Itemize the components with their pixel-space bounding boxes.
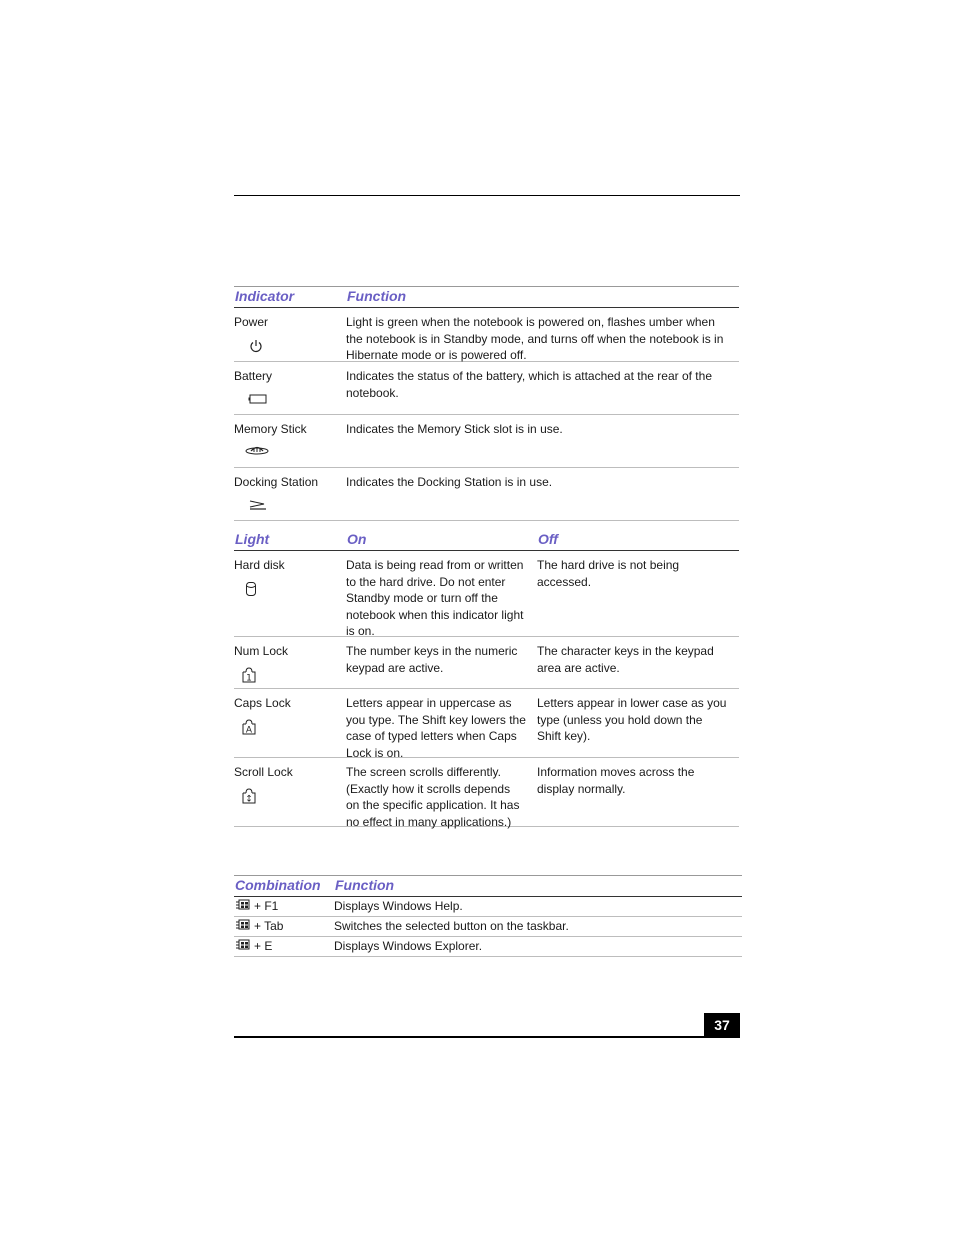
docking-station-icon	[248, 499, 268, 511]
indicator-name: Battery	[234, 369, 273, 383]
table-row	[234, 897, 742, 917]
indicator-name: Docking Station	[234, 475, 319, 489]
table-row	[234, 362, 739, 415]
indicator-function: Indicates the Memory Stick slot is in use.	[346, 422, 563, 436]
caps-lock-icon	[242, 719, 256, 735]
column-header-on: On	[347, 531, 367, 547]
light-off-text: The hard drive is not being accessed.	[537, 558, 680, 589]
light-on-text: Data is being read from or written to the hard drive. Do not enter Standby mode or turn off the notebook when this indicator light is on.	[346, 558, 524, 638]
combination-function: Displays Windows Help.	[334, 899, 463, 913]
indicator-name: Power	[234, 315, 269, 329]
page-number: 37	[704, 1013, 740, 1037]
indicator-function: Light is green when the notebook is powered on, flashes umber when the notebook is in Standby mode, and turns off when the notebook is in Hibernate mode or is powered off.	[346, 315, 724, 362]
indicator-name: Memory Stick	[234, 422, 307, 436]
combination-key-text: + Tab	[254, 919, 284, 933]
svg-text:A: A	[245, 725, 253, 735]
svg-text:1: 1	[246, 673, 252, 683]
power-icon	[249, 338, 263, 354]
memory-stick-icon	[245, 445, 269, 457]
table-row	[234, 551, 739, 637]
column-header-light: Light	[235, 531, 270, 547]
light-on-text: The screen scrolls differently. (Exactly how it scrolls depends on the specific application. It has no effect in many applications.)	[346, 765, 520, 829]
column-header-function: Function	[347, 288, 407, 304]
column-header-function: Function	[335, 877, 395, 893]
light-on-text: Letters appear in uppercase as you type. The Shift key lowers the case of typed letters when Caps Lock is on.	[346, 696, 526, 760]
light-name: Caps Lock	[234, 696, 291, 710]
svg-text:↕: ↕	[245, 794, 253, 804]
indicator-function: Indicates the Docking Station is in use.	[346, 475, 553, 489]
windows-key-icon	[236, 939, 250, 951]
light-name: Hard disk	[234, 558, 285, 572]
indicator-table	[234, 286, 739, 521]
num-lock-icon	[242, 667, 256, 683]
light-off-text: Letters appear in lower case as you type (unless you hold down the Shift key).	[537, 696, 727, 743]
table-row	[234, 689, 739, 758]
table-row	[234, 468, 739, 521]
combination-key	[236, 938, 272, 955]
column-header-combination: Combination	[235, 877, 321, 893]
hard-disk-icon	[245, 581, 257, 597]
light-off-text: Information moves across the display normally.	[537, 765, 695, 796]
windows-key-icon	[236, 899, 250, 911]
light-name: Scroll Lock	[234, 765, 293, 779]
combination-function: Displays Windows Explorer.	[334, 939, 483, 953]
table-header	[234, 287, 739, 308]
combination-table	[234, 875, 742, 957]
column-header-indicator: Indicator	[235, 288, 295, 304]
combination-function: Switches the selected button on the taskbar.	[334, 919, 569, 933]
combination-key	[236, 898, 278, 915]
light-name: Num Lock	[234, 644, 289, 658]
table-header	[234, 530, 739, 551]
table-row	[234, 415, 739, 468]
table-row	[234, 917, 742, 937]
combination-key-text: + E	[254, 939, 273, 953]
combination-key	[236, 918, 283, 935]
light-off-text: The character keys in the keypad area are active.	[537, 644, 714, 675]
scroll-lock-icon	[242, 788, 256, 804]
windows-key-icon	[236, 919, 250, 931]
table-row	[234, 637, 739, 689]
battery-icon	[248, 393, 268, 405]
table-row	[234, 937, 742, 957]
combination-key-text: + F1	[254, 899, 279, 913]
light-on-text: The number keys in the numeric keypad are active.	[346, 644, 518, 675]
header-rule	[234, 195, 740, 196]
light-table	[234, 530, 739, 827]
table-header	[234, 876, 742, 897]
footer-rule	[234, 1036, 740, 1038]
table-row	[234, 758, 739, 827]
table-row	[234, 308, 739, 362]
column-header-off: Off	[538, 531, 558, 547]
indicator-function: Indicates the status of the battery, which is attached at the rear of the notebook.	[346, 369, 712, 400]
